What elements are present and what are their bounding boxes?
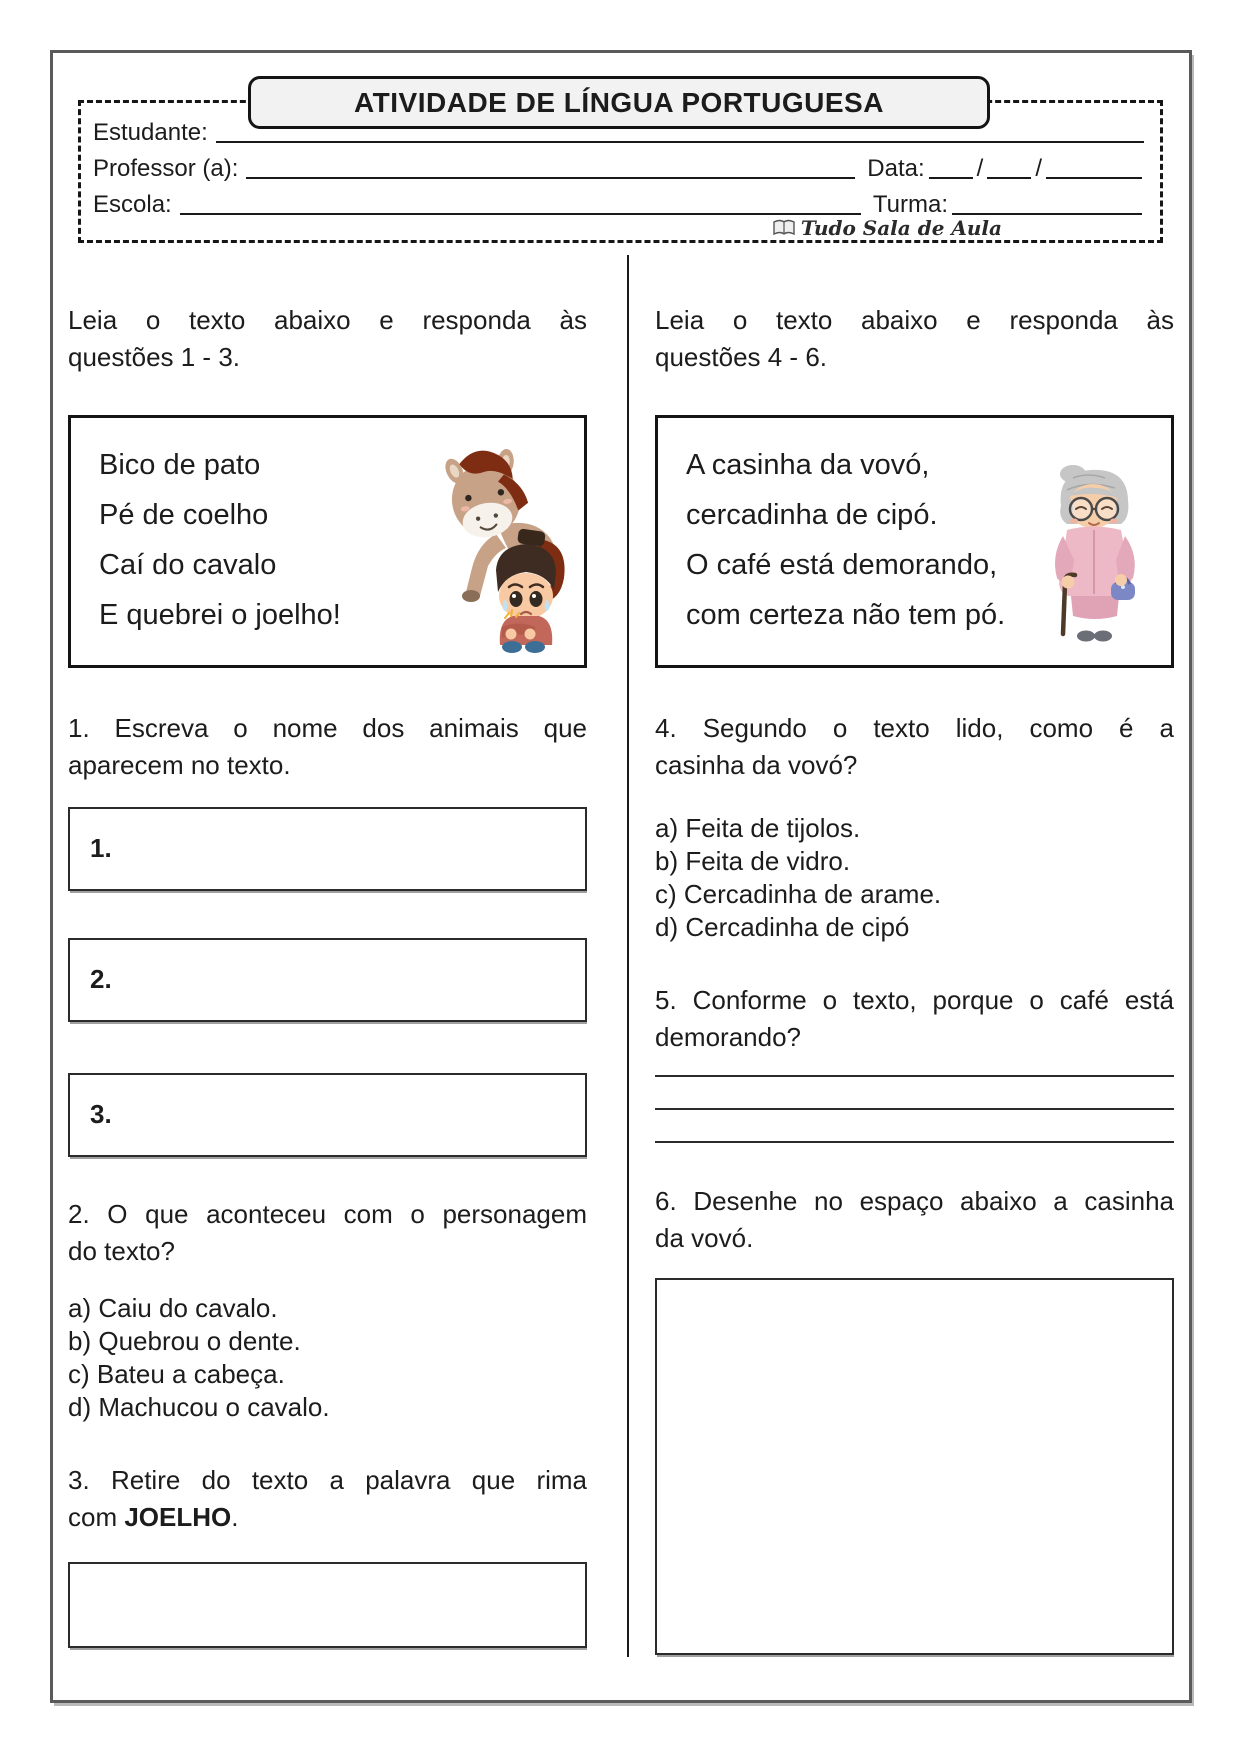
open-book-icon xyxy=(772,218,796,238)
answer-box-1 xyxy=(68,807,587,891)
question-4-options xyxy=(655,812,1174,944)
answer-box-number: 1. xyxy=(90,833,112,863)
option-item: c) Bateu a cabeça. xyxy=(68,1359,285,1389)
answer-box-number: 2. xyxy=(90,964,112,994)
answer-line xyxy=(655,1044,1174,1077)
worksheet-title-text: ATIVIDADE DE LÍNGUA PORTUGUESA xyxy=(354,86,884,118)
teacher-date-row xyxy=(93,149,1146,185)
question-line: 5. Conforme o texto, porque o café está xyxy=(655,985,1174,1015)
question-line: 4. Segundo o texto lido, como é a xyxy=(655,713,1174,743)
option-item: d) Cercadinha de cipó xyxy=(655,912,910,942)
question-4-text xyxy=(655,710,1174,784)
question-line: 2. O que aconteceu com o personagem xyxy=(68,1199,587,1229)
poem-line: Caí do cavalo xyxy=(99,549,277,581)
answer-line xyxy=(655,1110,1174,1143)
question-line: casinha da vovó? xyxy=(655,750,858,780)
option-item: c) Cercadinha de arame. xyxy=(655,879,942,909)
student-label: Estudante: xyxy=(93,119,208,146)
teacher-name-line xyxy=(246,177,855,179)
question-3-text xyxy=(68,1462,587,1536)
question-line: aparecem no texto. xyxy=(68,750,291,780)
logo-text: Tudo Sala de Aula xyxy=(800,216,1002,240)
poem-line: Pé de coelho xyxy=(99,499,269,531)
question-line: 1. Escreva o nome dos animais que xyxy=(68,713,587,743)
q3-suffix: . xyxy=(231,1502,239,1532)
right-intro xyxy=(655,302,1174,376)
answer-line xyxy=(655,1077,1174,1110)
grandma-illustration xyxy=(1043,464,1147,644)
poem-text-right xyxy=(686,440,1005,640)
intro-line: questões 4 - 6. xyxy=(655,342,827,372)
poem-line: com certeza não tem pó. xyxy=(686,599,1006,631)
answer-box-3 xyxy=(68,1073,587,1157)
student-info-fields xyxy=(93,113,1146,221)
tudo-sala-de-aula-logo xyxy=(772,216,1002,240)
q3-prefix: com xyxy=(68,1502,125,1532)
poem-line: A casinha da vovó, xyxy=(686,449,930,481)
question-6-text xyxy=(655,1183,1174,1257)
poem-box-right xyxy=(655,415,1174,668)
question-5-answer-lines xyxy=(655,1044,1174,1143)
left-intro xyxy=(68,302,587,376)
teacher-label: Professor (a): xyxy=(93,155,239,182)
school-name-line xyxy=(180,213,861,215)
question-1-text xyxy=(68,710,587,784)
intro-line: questões 1 - 3. xyxy=(68,342,240,372)
date-day-line xyxy=(929,177,973,179)
poem-line: O café está demorando, xyxy=(686,549,998,581)
question-line: 6. Desenhe no espaço abaixo a casinha xyxy=(655,1186,1174,1216)
intro-line: Leia o texto abaixo e responda às xyxy=(68,305,587,335)
school-label: Escola: xyxy=(93,191,172,218)
answer-box-number: 3. xyxy=(90,1099,112,1129)
drawing-box xyxy=(655,1278,1174,1655)
q3-rhyme-word: JOELHO xyxy=(124,1502,232,1532)
answer-box-2 xyxy=(68,938,587,1022)
question-2-options xyxy=(68,1292,587,1424)
poem-line: Bico de pato xyxy=(99,449,261,481)
option-item: b) Quebrou o dente. xyxy=(68,1326,301,1356)
question-2-text xyxy=(68,1196,587,1270)
date-slash: / xyxy=(976,155,984,182)
column-divider xyxy=(627,255,629,1657)
option-item: b) Feita de vidro. xyxy=(655,846,851,876)
date-label: Data: xyxy=(867,155,925,182)
class-line xyxy=(952,213,1142,215)
date-slash: / xyxy=(1035,155,1042,182)
question-line xyxy=(68,1499,587,1536)
option-item: a) Caiu do cavalo. xyxy=(68,1293,278,1323)
worksheet-title xyxy=(248,76,990,129)
poem-box-left xyxy=(68,415,587,668)
intro-line: Leia o texto abaixo e responda às xyxy=(655,305,1174,335)
student-name-line xyxy=(216,141,1144,143)
question-line: da vovó. xyxy=(655,1223,754,1253)
date-month-line xyxy=(987,177,1031,179)
option-item: a) Feita de tijolos. xyxy=(655,813,861,843)
horse-and-crying-boy-illustration xyxy=(438,448,570,653)
class-label: Turma: xyxy=(872,191,948,218)
question-line: 3. Retire do texto a palavra que rima xyxy=(68,1465,587,1495)
question-3-answer-box xyxy=(68,1562,587,1648)
poem-text-left xyxy=(99,440,341,640)
date-year-line xyxy=(1046,177,1142,179)
option-item: d) Machucou o cavalo. xyxy=(68,1392,330,1422)
question-line: do texto? xyxy=(68,1236,175,1266)
poem-line: cercadinha de cipó. xyxy=(686,499,938,531)
question-line: demorando? xyxy=(655,1022,801,1052)
poem-line: E quebrei o joelho! xyxy=(99,599,341,631)
